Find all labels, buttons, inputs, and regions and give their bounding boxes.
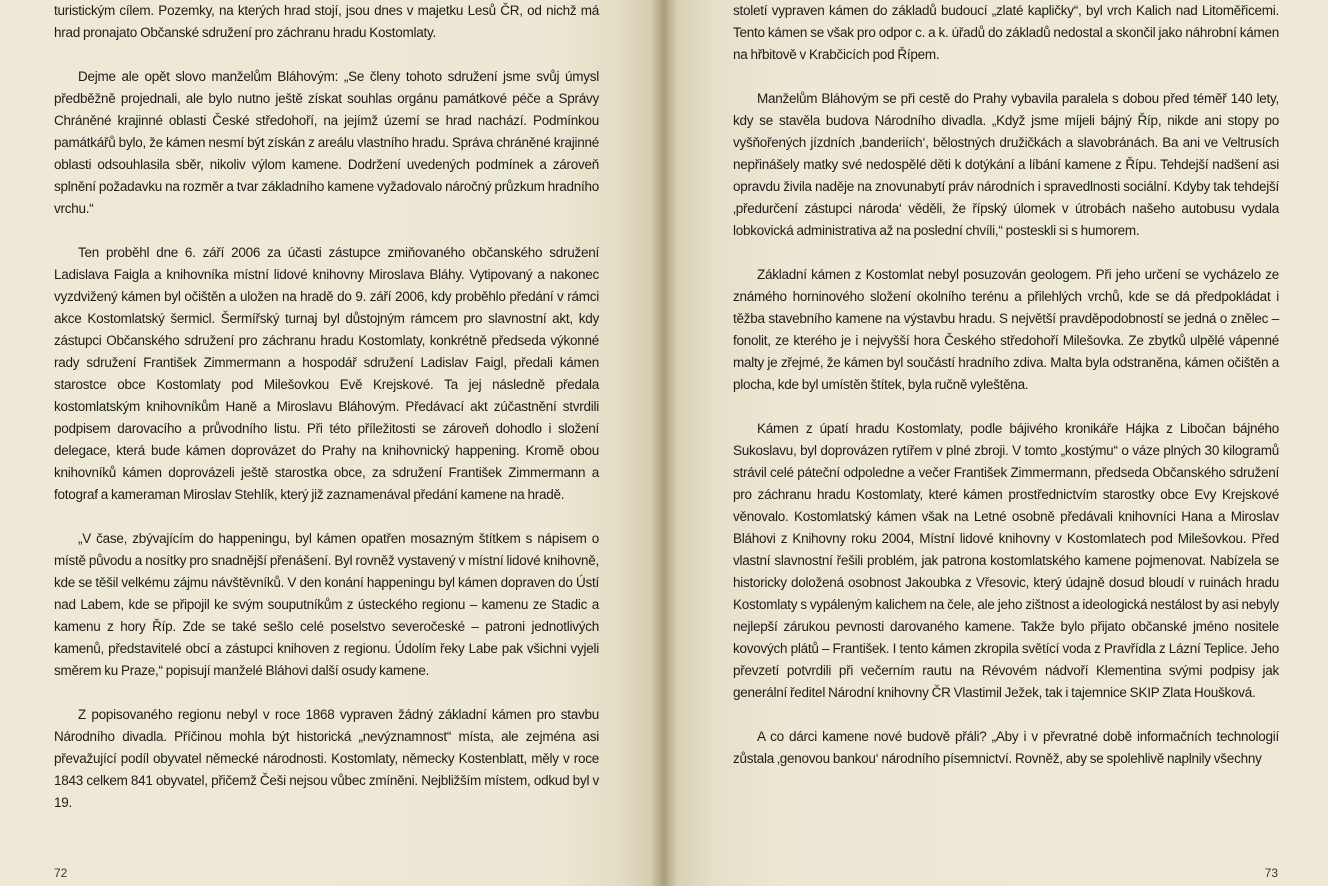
page-number: 72 xyxy=(54,866,68,880)
right-text-block xyxy=(733,0,1279,770)
paragraph: Ten proběhl dne 6. září 2006 za účasti zástupce zmiňovaného občanského sdružení Ladislava Faigla a knihovníka místní lidové knihovny Miroslava Bláhy. Vytipovaný a nakonec vyzdvižený kámen byl očištěn a uložen na hradě do 9. září 2006, kdy proběhlo předání v rámci akce Kostomlatský šermicl. Šermířský turnaj byl důstojným rámcem pro slavnostní akt, kdy zástupci Občanského sdružení pro záchranu hradu Kostomlaty, konkrétně předseda výkonné rady sdružení František Zimmermann a hospodář sdružení Ladislav Faigl, předali kámen starostce obce Kostomlaty pod Milešovkou Evě Krejskové. Ta jej následně předala kostomlatským knihovníkům Haně a Miroslavu Bláhovým. Předávací akt zúčastnění stvrdili podpisem darovacího a průvodního listu. Při této příležitosti se zároveň dohodlo i složení delegace, která bude kámen doprovázet do Prahy na knihovnický happening. Kromě obou knihovníků kámen doprovázeli ještě starostka obce, za sdružení František Zimmermann a fotograf a kameraman Miroslav Stehlík, který již zaznamenával předání kamene na hradě. xyxy=(54,245,599,502)
book-gutter xyxy=(652,0,676,886)
right-page xyxy=(676,0,1328,886)
paragraph: století vypraven kámen do základů budoucí „zlaté kapličky“, byl vrch Kalich nad Litoměřicemi. Tento kámen se však pro odpor c. a k. úřadů do základů nedostal a skončil jako náhrobní kámen na hřbitově v Krabčicích pod Řípem. xyxy=(733,3,1279,62)
paragraph: Manželům Bláhovým se při cestě do Prahy vybavila paralela s dobou před téměř 140 lety, kdy se stavěla budova Národního divadla. „Když jsme míjeli bájný Říp, nikde ani stopy po vyšňořených jízdních ‚banderiích‘, bělostných družičkách a slavobránách. Ba ani ve Veltrusích nepřinášely matky své nedospělé děti k dotýkání a líbání kamene z Řípu. Tehdejší nadšení asi opravdu živila naděje na znovunabytí práv národních i spravedlnosti sociální. Kdyby tak tehdejší ‚předurčení zástupci národa‘ věděli, že řípský úlomek v útrobách našeho autobusu vydala lobkovická administrativa až na poslední chvíli,“ posteskli si s humorem. xyxy=(733,91,1279,238)
paragraph: Kámen z úpatí hradu Kostomlaty, podle bájivého kronikáře Hájka z Libočan bájného Sukoslavu, byl doprovázen rytířem v plné zbroji. V tomto „kostýmu“ o váze plných 30 kilogramů strávil celé páteční odpoledne a večer František Zimmermann, předseda Občanského sdružení pro záchranu hradu Kostomlaty, které kámen prostřednictvím starostky obce Evy Krejskové věnovalo. Kostomlatský kámen však na Letné osobně předávali knihovníci Hana a Miroslav Bláhovi z Knihovny roku 2004, Místní lidové knihovny v Kostomlatech pod Milešovkou. Před vlastní slavnostní řešili problém, jak patrona kostomlatského kamene pojmenovat. Nabízela se historicky doložená osobnost Jakoubka z Vřesovic, který údajně dosud bloudí v ruinách hradu Kostomlaty s vypáleným kalichem na čele, ale jeho zištnost a ideologická nestálost by asi nebyly nejlepší zárukou pevnosti darovaného kamene. Takže bylo přijato občanské jméno nositele kovových plátů – František. I tento kámen zkropila světící voda z Pravřídla z Lázní Teplice. Jeho převzetí potvrdili při večerním rautu na Révovém nádvoří Klementina svými podpisy jak generální ředitel Národní knihovny ČR Vlastimil Ježek, tak i tajemnice SKIP Zlata Houšková. xyxy=(733,421,1279,700)
paragraph: Dejme ale opět slovo manželům Bláhovým: „Se členy tohoto sdružení jsme svůj úmysl předběžně projednali, ale bylo nutno ještě získat souhlas orgánu památkové péče a Správy Chráněné krajinné oblasti České středohoří, na jejímž území se hrad nachází. Podmínkou památkářů bylo, že kámen nesmí být získán z areálu vlastního hradu. Správa chráněné krajinné oblasti odsouhlasila sběr, nikoliv výlom kamene. Dodržení uvedených podmínek a zároveň splnění požadavku na rozměr a tvar základního kamene vyžadovalo náročný průzkum hradního vrchu.“ xyxy=(54,69,599,216)
left-page xyxy=(0,0,652,886)
left-text-block xyxy=(54,0,599,814)
page-number: 73 xyxy=(1264,866,1278,880)
paragraph: Z popisovaného regionu nebyl v roce 1868 vypraven žádný základní kámen pro stavbu Národního divadla. Příčinou mohla být historická „nevýznamnost“ místa, ale zejména asi převažující podíl obyvatel německé národnosti. Kostomlaty, německy Kostenblatt, měly v roce 1843 celkem 841 obyvatel, přičemž Češi nejsou vůbec zmíněni. Nejbližším místem, odkud byl v 19. xyxy=(54,707,599,810)
paragraph: Základní kámen z Kostomlat nebyl posuzován geologem. Při jeho určení se vycházelo ze známého horninového složení okolního terénu a přilehlých vrchů, kde se dá předpokládat i těžba stavebního kamene na výstavbu hradu. S největší pravděpodobností se jedná o znělec – fonolit, ze kterého je i nejvyšší hora Českého středohoří Milešovka. Ze zbytků ulpělé vápenné malty je zřejmé, že kámen byl součástí hradního zdiva. Malta byla odstraněna, kámen očištěn a plocha, kde byl umístěn štítek, byla ručně vyleštěna. xyxy=(733,267,1279,392)
paragraph: A co dárci kamene nové budově přáli? „Aby i v převratné době informačních technologií zůstala ‚genovou bankou‘ národního písemnictví. Rovněž, aby se spolehlivě naplnily všechny xyxy=(733,729,1279,766)
paragraph: „V čase, zbývajícím do happeningu, byl kámen opatřen mosazným štítkem s nápisem o místě původu a nosítky pro snadnější přenášení. Byl rovněž vystavený v místní lidové knihovně, kde se těšil velkému zájmu návštěvníků. V den konání happeningu byl kámen dopraven do Ústí nad Labem, kde se připojil ke svým souputníkům z ústeckého regionu – kamenu ze Stadic a kamenu z hory Říp. Zde se také sešlo celé poselstvo severočeské – patroni jednotlivých kamenů, představitelé obcí a zástupci knihoven z regionu. Údolím řeky Labe pak všichni vyjeli směrem ku Praze,“ popisují manželé Bláhovi další osudy kamene. xyxy=(54,531,599,678)
paragraph: turistickým cílem. Pozemky, na kterých hrad stojí, jsou dnes v majetku Lesů ČR, od nichž má hrad pronajato Občanské sdružení pro záchranu hradu Kostomlaty. xyxy=(54,3,599,40)
